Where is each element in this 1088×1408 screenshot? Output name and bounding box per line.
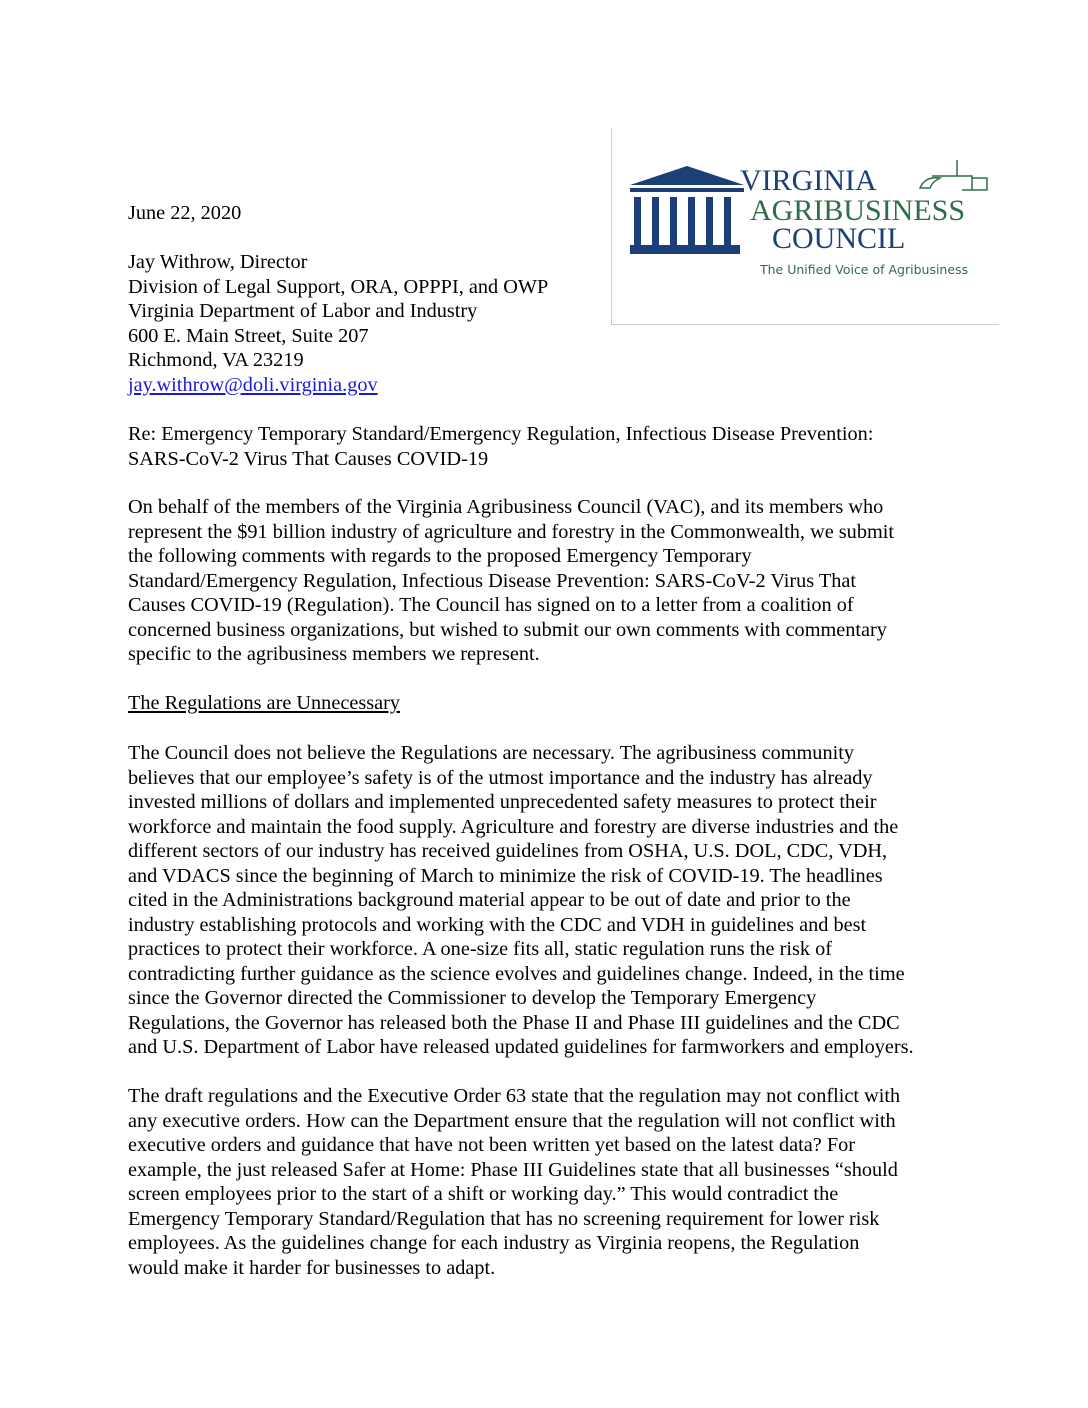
logo-agribusiness: AGRIBUSINESS bbox=[750, 194, 966, 227]
paragraph-line: and U.S. Department of Labor have released updated guidelines for farmworkers and employers. bbox=[128, 1036, 914, 1058]
paragraph-line: cited in the Administrations background material appear to be out of date and prior to the bbox=[128, 889, 851, 911]
logo-tagline: The Unified Voice of Agribusiness bbox=[760, 262, 969, 277]
address-line: Division of Legal Support, ORA, OPPPI, and OWP bbox=[128, 275, 549, 298]
address-line: Richmond, VA 23219 bbox=[128, 349, 304, 371]
paragraph-line: concerned business organizations, but wished to submit our own comments with commentary bbox=[128, 618, 887, 641]
paragraph-line: The draft regulations and the Executive Order 63 state that the regulation may not conflict with bbox=[128, 1085, 901, 1107]
paragraph-line: the following comments with regards to the proposed Emergency Temporary bbox=[128, 545, 752, 567]
paragraph-line: practices to protect their workforce. A one-size fits all, static regulation runs the risk of bbox=[128, 938, 832, 960]
recipient-address bbox=[128, 250, 548, 397]
address-line: 600 E. Main Street, Suite 207 bbox=[128, 324, 369, 347]
address-line: Jay Withrow, Director bbox=[128, 251, 308, 273]
capitol-roof-icon bbox=[630, 166, 744, 185]
paragraph-2 bbox=[128, 741, 914, 1060]
paragraph-line: On behalf of the members of the Virginia Agribusiness Council (VAC), and its members who bbox=[128, 496, 884, 518]
address-line: Virginia Department of Labor and Industry bbox=[128, 300, 478, 322]
paragraph-line: Standard/Emergency Regulation, Infectious Disease Prevention: SARS-CoV-2 Virus That bbox=[128, 569, 857, 592]
paragraph-line: believes that our employee’s safety is of the utmost importance and the industry has already bbox=[128, 766, 873, 789]
tractor-icon bbox=[920, 160, 987, 190]
paragraph-line: Regulations, the Governor has released both the Phase II and Phase III guidelines and the CDC bbox=[128, 1011, 900, 1034]
paragraph-line: industry establishing protocols and working with the CDC and VDH in guidelines and best bbox=[128, 913, 867, 936]
paragraph-line: Causes COVID-19 (Regulation). The Council has signed on to a letter from a coalition of bbox=[128, 594, 854, 616]
paragraph-line: since the Governor directed the Commissioner to develop the Temporary Emergency bbox=[128, 987, 817, 1009]
section-heading: The Regulations are Unnecessary bbox=[128, 692, 401, 714]
paragraph-line: example, the just released Safer at Home: Phase III Guidelines state that all businesses “should bbox=[128, 1158, 898, 1181]
paragraph-line: represent the $91 billion industry of agriculture and forestry in the Commonwealth, we submit bbox=[128, 520, 895, 543]
paragraph-3 bbox=[128, 1084, 900, 1280]
paragraph-line: specific to the agribusiness members we represent. bbox=[128, 643, 540, 665]
paragraph-line: The Council does not believe the Regulations are necessary. The agribusiness community bbox=[128, 742, 854, 764]
paragraph-line: invested millions of dollars and implemented unprecedented safety measures to protect their bbox=[128, 791, 877, 813]
logo-virginia: VIRGINIA bbox=[740, 164, 877, 197]
re-line-1: Re: Emergency Temporary Standard/Emergency Regulation, Infectious Disease Prevention: bbox=[128, 423, 874, 445]
paragraph-line: workforce and maintain the food supply. Agriculture and forestry are diverse industries and the bbox=[128, 815, 899, 838]
re-line bbox=[128, 422, 873, 471]
paragraph-line: screen employees prior to the start of a shift or working day.” This would contradict the bbox=[128, 1183, 839, 1205]
paragraph-line: executive orders and guidance that have not been written yet based on the latest data? For bbox=[128, 1134, 856, 1156]
logo-council: COUNCIL bbox=[772, 222, 906, 255]
paragraph-line: and VDACS since the beginning of March to minimize the risk of COVID-19. The headlines bbox=[128, 864, 883, 887]
re-line-2: SARS-CoV-2 Virus That Causes COVID-19 bbox=[128, 447, 489, 470]
paragraph-line: would make it harder for businesses to adapt. bbox=[128, 1256, 496, 1279]
email-link[interactable]: jay.withrow@doli.virginia.gov bbox=[128, 373, 378, 396]
paragraph-line: Emergency Temporary Standard/Regulation that has no screening requirement for lower risk bbox=[128, 1207, 880, 1230]
paragraph-line: contradicting further guidance as the science evolves and guidelines change. Indeed, in the time bbox=[128, 962, 905, 985]
paragraph-line: employees. As the guidelines change for each industry as Virginia reopens, the Regulation bbox=[128, 1232, 860, 1254]
paragraph-line: any executive orders. How can the Department ensure that the regulation will not conflict with bbox=[128, 1109, 896, 1132]
paragraph-line: different sectors of our industry has received guidelines from OSHA, U.S. DOL, CDC, VDH, bbox=[128, 840, 888, 862]
letter-date: June 22, 2020 bbox=[128, 202, 242, 224]
paragraph-1 bbox=[128, 495, 894, 667]
council-logo bbox=[611, 128, 999, 325]
logo-graphic bbox=[612, 128, 999, 324]
